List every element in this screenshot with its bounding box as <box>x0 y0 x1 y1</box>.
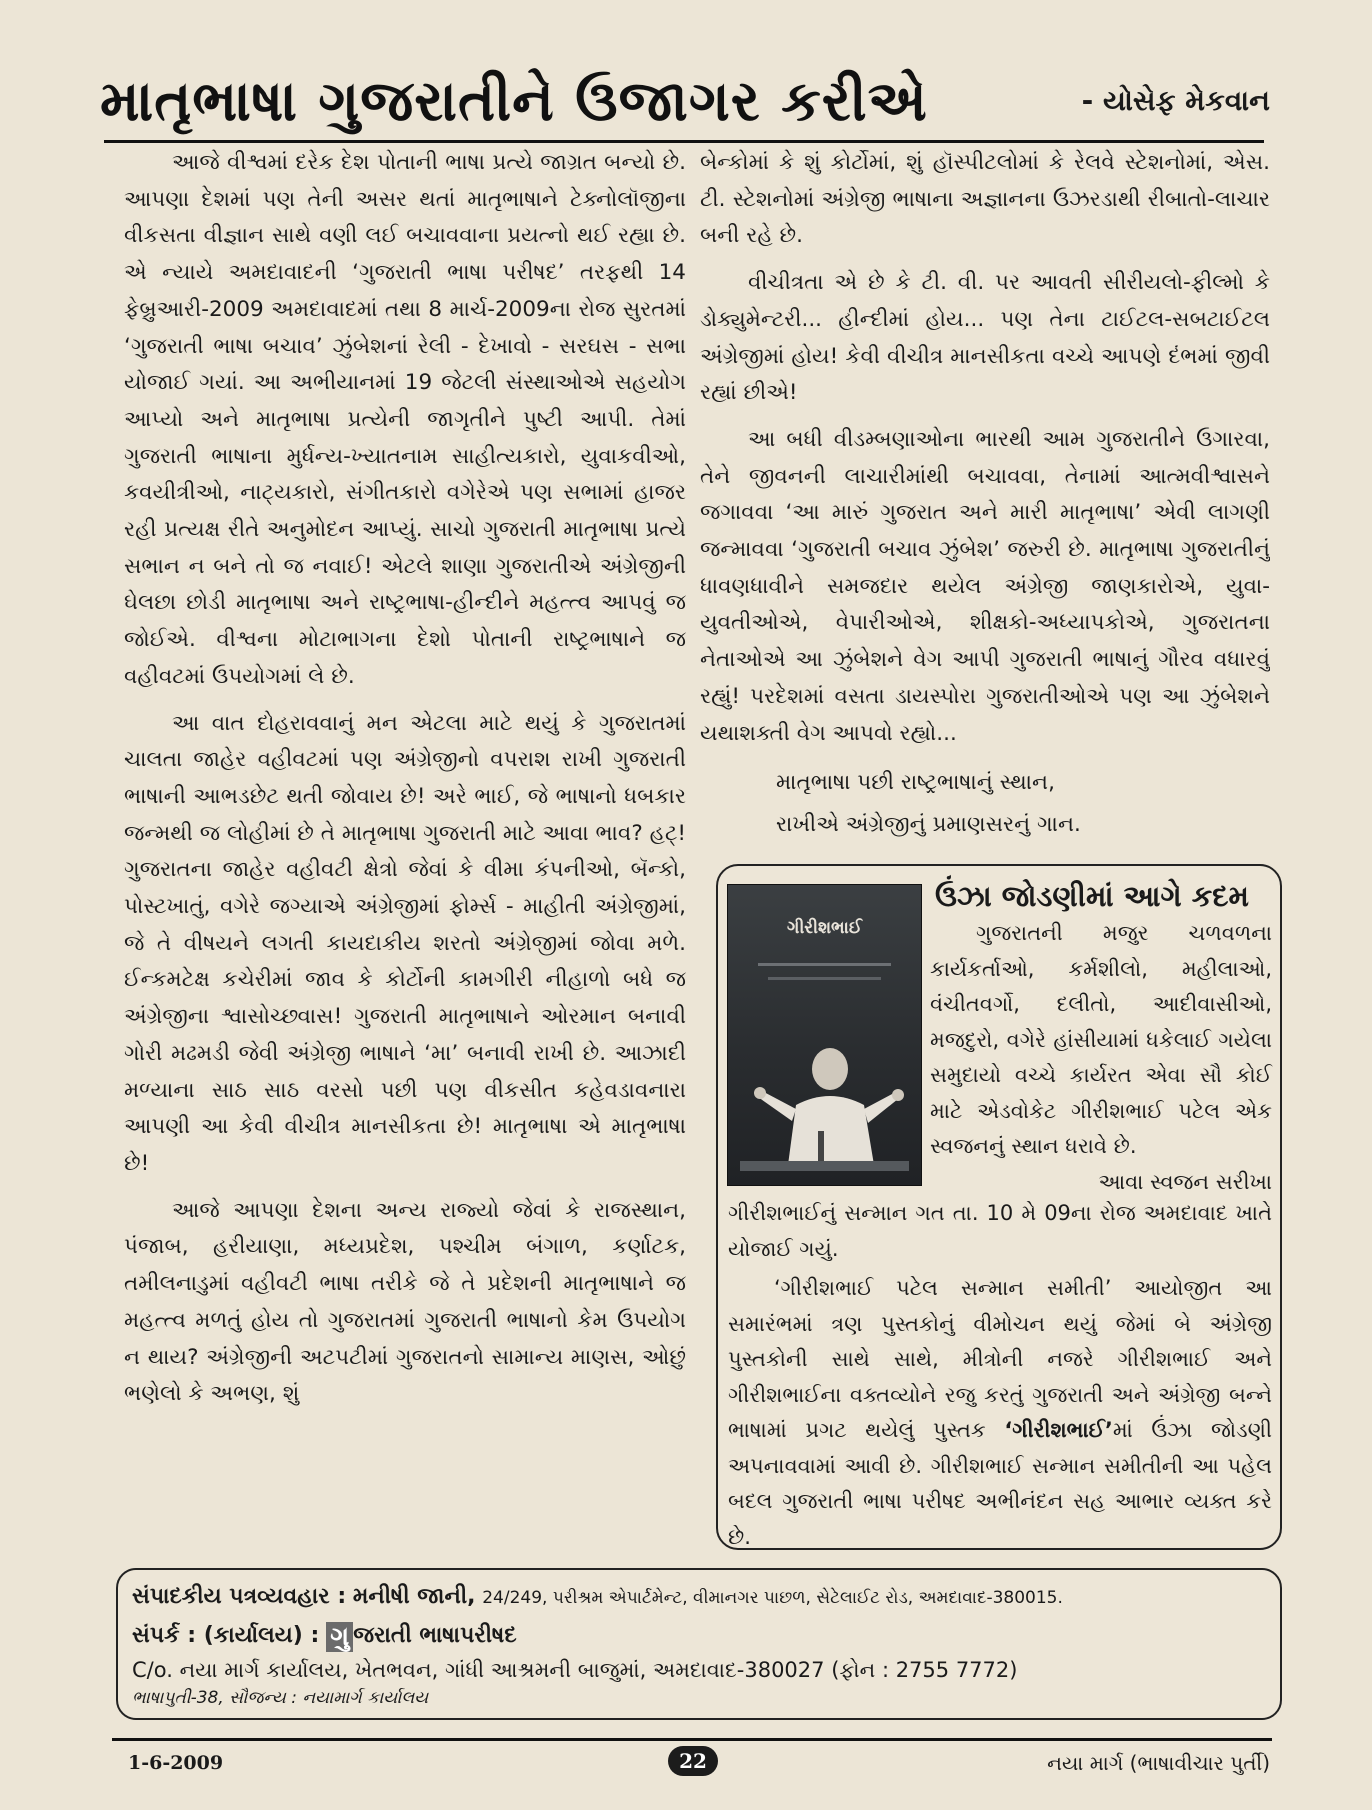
editorial-contact-row <box>132 1584 1063 1609</box>
paragraph <box>728 1271 1272 1550</box>
issue-date: 1-6-2009 <box>128 1752 224 1774</box>
book-cover-line <box>758 963 891 966</box>
office-contact-row <box>132 1622 517 1652</box>
office-address: C/o. નયા માર્ગ કાર્યાલય, ખેતભવન, ગાંધી આશ્રમની બાજુમાં, અમદાવાદ-380027 (ફોન : 2755 7772) <box>132 1658 1018 1682</box>
credit-line: ભાષાપુતી-38, સૌજન્ય : નયામાર્ગ કાર્યાલય <box>132 1688 429 1708</box>
paragraph: ગુજરાતની મજુર ચળવળના કાર્યકર્તાઓ, કર્મશીલો, મહીલાઓ, વંચીતવર્ગો, દલીતો, આદીવાસીઓ, મજદુરો, વગેરે હાંસીયામાં ધકેલાઈ ગયેલા સમુદાયો વચ્ચે કાર્યરત એવા સૌ કોઈ માટે એડવોકેટ ગીરીશભાઈ પટેલ એક સ્વજનનું સ્થાન ધરાવે છે. <box>930 921 1272 1158</box>
contact-box <box>116 1568 1282 1720</box>
page-number: 22 <box>668 1746 718 1776</box>
right-column <box>700 145 1270 840</box>
couplet <box>700 762 1270 840</box>
paragraph: આ વાત દોહરાવવાનું મન એટલા માટે થયું કે ગુજરાતમાં ચાલતા જાહેર વહીવટમાં પણ અંગ્રેજીનો વપરાશ રાખી ગુજરાતી ભાષાની આભડછેટ થતી જોવાય છે! અરે ભાઈ, જે ભાષાનો ધબકાર જન્મથી જ લોહીમાં છે તે માતૃભાષા ગુજરાતી માટે આવા ભાવ? હટ્! ગુજરાતના જાહેર વહીવટી ક્ષેત્રો જેવાં કે વીમા કંપનીઓ, બૅન્કો, પોસ્ટખાતું, વગેરે જગ્યાએ અંગ્રેજીમાં ફોર્મ્સ - માહીતી અંગ્રેજીમાં, જે તે વીષયને લગતી કાયદાકીય શરતો અંગ્રેજીમાં જોવા મળે. ઈન્કમટેક્ષ કચેરીમાં જાવ કે કોર્ટોની કામગીરી નીહાળો બધે જ અંગ્રેજીના શ્વાસોચ્છ્વાસ! ગુજરાતી માતૃભાષાને ઓરમાન બનાવી ગોરી મઢમડી જેવી અંગ્રેજી ભાષાને ‘મા’ બનાવી રાખી છે. આઝાદી મળ્યાના સાઠ સાઠ વરસો પછી પણ વીકસીત કહેવડાવનારા આપણી આ કેવી વીચીત્ર માનસીકતા છે! માતૃભાષા એ માતૃભાષા છે! <box>124 710 686 1176</box>
editor-address: 24/249, પરીશ્રમ એપાર્ટમેન્ટ, વીમાનગર પાછળ, સેટેલાઈટ રોડ, અમદાવાદ-380015. <box>482 1588 1063 1608</box>
speaker-portrait-icon <box>748 1035 908 1165</box>
title-divider <box>104 140 1264 143</box>
paragraph: આજે વીશ્વમાં દરેક દેશ પોતાની ભાષા પ્રત્યે જાગ્રત બન્યો છે. આપણા દેશમાં પણ તેની અસર થતાં માતૃભાષાને ટેક્નોલૉજીના વીકસતા વીજ્ઞાન સાથે વણી લઈ બચાવવાના પ્રયત્નો થઈ રહ્યા છે. એ ન્યાયે અમદાવાદની ‘ગુજરાતી ભાષા પરીષદ’ તરફથી 14 ફેબ્રુઆરી-2009 અમદાવાદમાં તથા 8 માર્ચ-2009ના રોજ સુરતમાં ‘ગુજરાતી ભાષા બચાવ’ ઝુંબેશનાં રેલી - દેખાવો - સરઘસ - સભા યોજાઈ ગયાં. આ અભીયાનમાં 19 જેટલી સંસ્થાઓએ સહયોગ આપ્યો અને માતૃભાષા પ્રત્યેની જાગૃતીને પુષ્ટી આપી. તેમાં ગુજરાતી ભાષાના મુર્ધન્ય-ખ્યાતનામ સાહીત્યકારો, યુવાકવીઓ, કવયીત્રીઓ, નાટ્યકારો, સંગીતકારો વગેરેએ પણ સભામાં હાજર રહી પ્રત્યક્ષ રીતે અનુમોદન આપ્યું. સાચો ગુજરાતી માતૃભાષા પ્રત્યે સભાન ન બને તો જ નવાઈ! એટલે શાણા ગુજરાતીએ અંગ્રેજીની ઘેલછા છોડી માતૃભાષા અને રાષ્ટ્રભાષા-હીન્દીને મહત્ત્વ આપવું જ જોઈએ. વીશ્વના મોટાભાગના દેશો પોતાની રાષ્ટ્રભાષાને જ વહીવટમાં ઉપયોગમાં લે છે. <box>124 150 686 689</box>
book-cover-line <box>768 977 881 980</box>
book-cover-title: ગીરીશભાઈ <box>787 918 862 938</box>
news-box <box>716 864 1282 1550</box>
editorial-label: સંપાદકીય પત્રવ્યવહાર : <box>132 1584 347 1609</box>
org-logo: ગુ <box>326 1622 353 1652</box>
publication-name: નયા માર્ગ (ભાષાવીચાર પુર્તી) <box>1047 1751 1270 1775</box>
article-title: માતૃભાષા ગુજરાતીને ઉજાગર કરીએ <box>100 69 928 134</box>
office-label: સંપર્ક : (કાર્યાલય) : <box>132 1623 320 1648</box>
paragraph: આજે આપણા દેશના અન્ય રાજ્યો જેવાં કે રાજસ્થાન, પંજાબ, હરીયાણા, મધ્યપ્રદેશ, પશ્ચીમ બંગાળ, કર્ણાટક, તમીલનાડુમાં વહીવટી ભાષા તરીકે જે તે પ્રદેશની માતૃભાષાને જ મહત્ત્વ મળતું હોય તો ગુજરાતમાં ગુજરાતી ભાષાનો કેમ ઉપયોગ ન થાય? અંગ્રેજીની અટપટીમાં ગુજરાતનો સામાન્ય માણસ, ઓછું ભણેલો કે અભણ, શું <box>124 1197 686 1407</box>
text: માં ઉંઝા જોડણી અપનાવવામાં આવી છે. ગીરીશભાઈ સન્માન સમીતીની આ પહેલ બદલ ગુજરાતી ભાષા પરીષદ અભીનંદન સહ આભાર વ્યક્ત કરે છે. <box>728 1418 1273 1549</box>
book-cover-footer <box>740 1161 909 1171</box>
article-author: - યોસેફ મેકવાન <box>1081 84 1270 117</box>
couplet-line: માતૃભાષા પછી રાષ્ટ્રભાષાનું સ્થાન, <box>776 770 1055 796</box>
text: ‘ગીરીશભાઈ પટેલ સન્માન સમીતી’ આયોજીત આ સમારંભમાં ત્રણ પુસ્તકોનું વીમોચન થયું જેમાં બે અંગ્રેજી પુસ્તકોની સાથે સાથે, મીત્રોની નજરે ગીરીશભાઈ અને ગીરીશભાઈના વક્તવ્યોને રજુ કરતું ગુજરાતી અને અંગ્રેજી બન્ને ભાષામાં પ્રગટ થયેલું પુસ્તક <box>728 1276 1272 1442</box>
paragraph-continuation: ગીરીશભાઈનું સન્માન ગત તા. 10 મે 09ના રોજ અમદાવાદ ખાતે યોજાઈ ગયું. <box>728 1201 1272 1261</box>
paragraph-continuation: બેન્કોમાં કે શું કોર્ટોમાં, શું હૉસ્પીટલોમાં કે રેલવે સ્ટેશનોમાં, એસ. ટી. સ્ટેશનોમાં અંગ્રેજી ભાષાના અજ્ઞાનના ઉઝરડાથી રીબાતો-લાચાર બની રહે છે. <box>700 150 1270 249</box>
box-title: ઉંઝા જોડણીમાં આગે કદમ <box>935 879 1249 913</box>
book-cover-image <box>727 884 922 1186</box>
paragraph: વીચીત્રતા એ છે કે ટી. વી. પર આવતી સીરીયલો-ફીલ્મો કે ડોક્યુમેન્ટરી... હીન્દીમાં હોય... પણ તેના ટાઈટલ-સબટાઈટલ અંગ્રેજીમાં હોય! કેવી વીચીત્ર માનસીકતા વચ્ચે આપણે દંભમાં જીવી રહ્યાં છીએ! <box>700 270 1270 406</box>
book-name: ‘ગીરીશભાઈ’ <box>1004 1418 1113 1442</box>
editor-name: મનીષી જાની, <box>352 1584 476 1609</box>
paragraph: આ બધી વીડમ્બણાઓના ભારથી આમ ગુજરાતીને ઉગારવા, તેને જીવનની લાચારીમાંથી બચાવવા, તેનામાં આત્મવીશ્વાસને જગાવવા ‘આ મારું ગુજરાત અને મારી માતૃભાષા’ એવી લાગણી જન્માવવા ‘ગુજરાતી બચાવ ઝુંબેશ’ જરુરી છે. માતૃભાષા ગુજરાતીનું ધાવણધાવીને સમજદાર થયેલ અંગ્રેજી જાણકારોએ, યુવા-યુવતીઓએ, વેપારીઓએ, શીક્ષકો-અધ્યાપકોએ, ગુજરાતના નેતાઓએ આ ઝુંબેશને વેગ આપી ગુજરાતી ભાષાનું ગૌરવ વધારવું રહ્યું! પરદેશમાં વસતા ડાયસ્પોરા ગુજરાતીઓએ પણ આ ઝુંબેશને યથાશક્તી વેગ આપવો રહ્યો... <box>700 426 1270 746</box>
left-column <box>124 145 686 1560</box>
couplet-line: રાખીએ અંગ્રેજીનું પ્રમાણસરનું ગાન. <box>776 812 1081 838</box>
box-side-text <box>930 916 1272 1200</box>
footer-divider <box>112 1738 1272 1741</box>
box-text <box>728 1196 1272 1550</box>
paragraph: આવા સ્વજન સરીખા <box>1098 1169 1272 1194</box>
org-name: જરાતી ભાષાપરીષદ <box>353 1623 517 1648</box>
